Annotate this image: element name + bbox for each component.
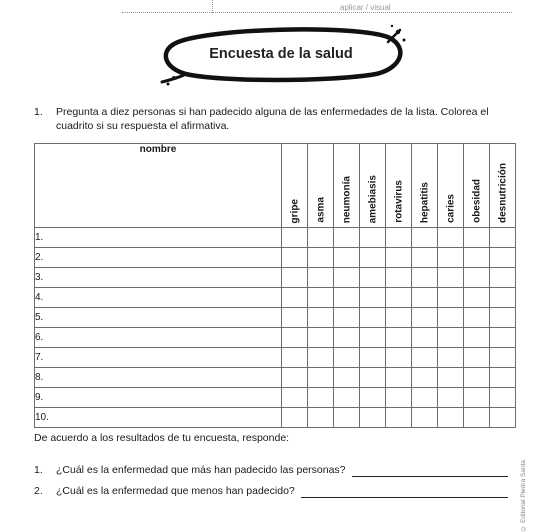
instruction-text: Pregunta a diez personas si han padecido alguna de las enfermedades de la lista. Colorea el cuadrito si su respuesta el afirmativa. (56, 106, 489, 132)
header-dotted-line (122, 12, 512, 13)
question-1-text: ¿Cuál es la enfermedad que más han padecido las personas? (56, 464, 346, 476)
answer-checkbox-cell[interactable] (282, 388, 308, 408)
disease-column-header (308, 144, 334, 228)
answer-checkbox-cell[interactable] (360, 228, 386, 248)
answer-checkbox-cell[interactable] (282, 348, 308, 368)
answer-checkbox-cell[interactable] (334, 288, 360, 308)
answer-checkbox-cell[interactable] (438, 348, 464, 368)
row-number[interactable]: 9. (35, 388, 282, 408)
answer-checkbox-cell[interactable] (412, 248, 438, 268)
answer-checkbox-cell[interactable] (282, 368, 308, 388)
answer-checkbox-cell[interactable] (334, 228, 360, 248)
answer-checkbox-cell[interactable] (282, 248, 308, 268)
row-number[interactable]: 1. (35, 228, 282, 248)
answer-checkbox-cell[interactable] (438, 228, 464, 248)
answer-checkbox-cell[interactable] (464, 248, 490, 268)
disease-label: obesidad (471, 179, 482, 223)
table-row (35, 288, 516, 308)
row-number[interactable]: 10. (35, 408, 282, 428)
answer-checkbox-cell[interactable] (308, 288, 334, 308)
answer-checkbox-cell[interactable] (438, 388, 464, 408)
answer-checkbox-cell[interactable] (360, 248, 386, 268)
table-row (35, 408, 516, 428)
row-number[interactable]: 4. (35, 288, 282, 308)
answer-checkbox-cell[interactable] (360, 288, 386, 308)
disease-column-header (490, 144, 516, 228)
disease-column-header (412, 144, 438, 228)
answer-checkbox-cell[interactable] (490, 388, 516, 408)
table-row (35, 308, 516, 328)
answer-checkbox-cell[interactable] (308, 328, 334, 348)
answer-checkbox-cell[interactable] (490, 248, 516, 268)
answer-checkbox-cell[interactable] (464, 368, 490, 388)
answer-checkbox-cell[interactable] (334, 268, 360, 288)
answer-checkbox-cell[interactable] (490, 288, 516, 308)
answer-checkbox-cell[interactable] (386, 228, 412, 248)
answer-checkbox-cell[interactable] (464, 228, 490, 248)
answer-checkbox-cell[interactable] (386, 268, 412, 288)
header-tag: aplicar / visual (340, 3, 391, 12)
title-banner (150, 22, 412, 86)
answer-checkbox-cell[interactable] (282, 408, 308, 428)
disease-column-header (360, 144, 386, 228)
answer-checkbox-cell[interactable] (412, 368, 438, 388)
name-column-header: nombre (35, 144, 282, 228)
answer-checkbox-cell[interactable] (412, 388, 438, 408)
answer-checkbox-cell[interactable] (360, 308, 386, 328)
question-2 (34, 485, 524, 501)
answer-checkbox-cell[interactable] (412, 348, 438, 368)
answer-checkbox-cell[interactable] (282, 228, 308, 248)
answer-checkbox-cell[interactable] (438, 268, 464, 288)
answer-checkbox-cell[interactable] (386, 308, 412, 328)
answer-checkbox-cell[interactable] (334, 368, 360, 388)
answer-checkbox-cell[interactable] (412, 328, 438, 348)
answer-checkbox-cell[interactable] (334, 408, 360, 428)
table-row (35, 368, 516, 388)
answer-checkbox-cell[interactable] (308, 308, 334, 328)
top-header-strip (0, 0, 550, 18)
answer-checkbox-cell[interactable] (308, 348, 334, 368)
answer-checkbox-cell[interactable] (386, 288, 412, 308)
disease-label: desnutrición (497, 162, 508, 223)
answer-checkbox-cell[interactable] (308, 408, 334, 428)
answer-checkbox-cell[interactable] (438, 248, 464, 268)
table-row (35, 328, 516, 348)
row-number[interactable]: 2. (35, 248, 282, 268)
answer-checkbox-cell[interactable] (438, 408, 464, 428)
answer-checkbox-cell[interactable] (386, 368, 412, 388)
answer-checkbox-cell[interactable] (360, 348, 386, 368)
answer-line-2[interactable] (301, 497, 508, 498)
answer-checkbox-cell[interactable] (282, 288, 308, 308)
table-row (35, 248, 516, 268)
answer-checkbox-cell[interactable] (438, 368, 464, 388)
answer-checkbox-cell[interactable] (490, 308, 516, 328)
answer-checkbox-cell[interactable] (490, 348, 516, 368)
question-2-number: 2. (34, 485, 43, 497)
answer-checkbox-cell[interactable] (412, 228, 438, 248)
answer-checkbox-cell[interactable] (334, 348, 360, 368)
answer-checkbox-cell[interactable] (282, 328, 308, 348)
answer-checkbox-cell[interactable] (412, 408, 438, 428)
answer-checkbox-cell[interactable] (490, 268, 516, 288)
answer-checkbox-cell[interactable] (282, 268, 308, 288)
disease-column-header (334, 144, 360, 228)
answer-checkbox-cell[interactable] (386, 248, 412, 268)
disease-label: rotavirus (393, 180, 404, 223)
instruction (34, 105, 524, 133)
answer-checkbox-cell[interactable] (412, 288, 438, 308)
table-row (35, 268, 516, 288)
disease-label: gripe (289, 198, 300, 223)
answer-checkbox-cell[interactable] (490, 368, 516, 388)
disease-label: asma (315, 197, 326, 223)
row-number[interactable]: 5. (35, 308, 282, 328)
answer-checkbox-cell[interactable] (464, 328, 490, 348)
disease-label: amebiasis (367, 174, 378, 223)
answer-checkbox-cell[interactable] (308, 368, 334, 388)
disease-column-header (438, 144, 464, 228)
answer-checkbox-cell[interactable] (360, 408, 386, 428)
survey-table (34, 143, 516, 428)
table-row (35, 348, 516, 368)
answer-checkbox-cell[interactable] (386, 328, 412, 348)
answer-checkbox-cell[interactable] (334, 328, 360, 348)
answer-checkbox-cell[interactable] (464, 288, 490, 308)
answer-checkbox-cell[interactable] (334, 308, 360, 328)
publisher-credit: © Editorial Piedra Santa (520, 460, 527, 532)
answer-checkbox-cell[interactable] (490, 228, 516, 248)
answer-checkbox-cell[interactable] (438, 308, 464, 328)
answer-checkbox-cell[interactable] (464, 268, 490, 288)
question-2-text: ¿Cuál es la enfermedad que menos han padecido? (56, 485, 295, 497)
table-header-row (35, 144, 516, 228)
instruction-number: 1. (34, 106, 43, 118)
answer-checkbox-cell[interactable] (360, 268, 386, 288)
answer-checkbox-cell[interactable] (308, 388, 334, 408)
table-row (35, 228, 516, 248)
disease-label: caries (445, 194, 456, 223)
disease-column-header (386, 144, 412, 228)
answer-checkbox-cell[interactable] (438, 328, 464, 348)
answer-checkbox-cell[interactable] (464, 408, 490, 428)
page-title: Encuesta de la salud (209, 46, 353, 62)
disease-column-header (464, 144, 490, 228)
table-row (35, 388, 516, 408)
row-number[interactable]: 8. (35, 368, 282, 388)
disease-label: neumonía (341, 175, 352, 223)
answer-line-1[interactable] (352, 476, 508, 477)
response-section (34, 432, 524, 506)
answer-checkbox-cell[interactable] (360, 368, 386, 388)
disease-column-header (282, 144, 308, 228)
answer-checkbox-cell[interactable] (464, 388, 490, 408)
disease-label: hepatitis (419, 181, 430, 223)
answer-checkbox-cell[interactable] (412, 268, 438, 288)
answer-checkbox-cell[interactable] (360, 388, 386, 408)
answer-checkbox-cell[interactable] (334, 388, 360, 408)
row-number[interactable]: 7. (35, 348, 282, 368)
answer-checkbox-cell[interactable] (308, 248, 334, 268)
question-1 (34, 464, 524, 480)
table-body (35, 228, 516, 428)
answer-checkbox-cell[interactable] (386, 348, 412, 368)
question-1-number: 1. (34, 464, 43, 476)
answer-checkbox-cell[interactable] (386, 388, 412, 408)
answer-checkbox-cell[interactable] (308, 228, 334, 248)
answer-checkbox-cell[interactable] (438, 288, 464, 308)
answer-checkbox-cell[interactable] (308, 268, 334, 288)
answer-checkbox-cell[interactable] (360, 328, 386, 348)
response-intro: De acuerdo a los resultados de tu encuesta, responde: (34, 432, 290, 444)
answer-checkbox-cell[interactable] (490, 408, 516, 428)
answer-checkbox-cell[interactable] (334, 248, 360, 268)
answer-checkbox-cell[interactable] (386, 408, 412, 428)
answer-checkbox-cell[interactable] (464, 348, 490, 368)
answer-checkbox-cell[interactable] (282, 308, 308, 328)
answer-checkbox-cell[interactable] (464, 308, 490, 328)
answer-checkbox-cell[interactable] (412, 308, 438, 328)
row-number[interactable]: 6. (35, 328, 282, 348)
row-number[interactable]: 3. (35, 268, 282, 288)
answer-checkbox-cell[interactable] (490, 328, 516, 348)
